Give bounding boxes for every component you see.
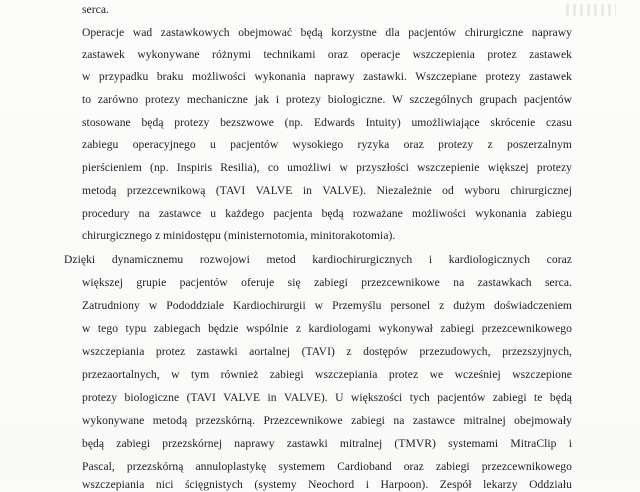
text-line: wszczepiania protez zastawki aortalnej (TAVI) z dostępów przezudowych, przezszyjnych, <box>82 345 572 358</box>
text-line: serca. <box>82 3 110 16</box>
text-line: protezy biologiczne (TAVI VALVE in VALVE). U większości tych pacjentów zabiegi te będą <box>82 391 572 404</box>
text-line: Zatrudniony w Pododdziale Kardiochirurgii w Przemyślu personel z dużym doświadczeniem <box>82 299 572 312</box>
text-line: w przypadku braku możliwości wykonania naprawy zastawki. Wszczepiane protezy zastawek <box>82 70 572 83</box>
text-line: to zarówno protezy mechaniczne jak i protezy biologiczne. W szczególnych grupach pacjentów <box>82 93 572 106</box>
text-line: wszczepiania nici ścięgnistych (systemy Neochord i Harpoon). Zespół lekarzy Oddziału <box>82 478 572 491</box>
text-line: będą zabiegi przezskórnej naprawy zastawki mitralnej (TMVR) systemami MitraClip i <box>82 437 572 450</box>
text-line: Operacje wad zastawkowych obejmować będą korzystne dla pacjentów chirurgiczne naprawy <box>82 26 572 39</box>
text-line: większej grupie pacjentów oferuje się zabiegi przezcewnikowe na zastawkach serca. <box>82 276 572 289</box>
text-line: Pascal, przezskórną annuloplastykę systemem Cardioband oraz zabiegi przezcewnikowego <box>82 460 572 473</box>
text-line: zabiegu operacyjnego u pacjentów wysokiego ryzyka oraz protezy z poszerzalnym <box>82 138 572 151</box>
text-line: w tego typu zabiegach będzie wspólnie z kardiologami wykonywał zabiegi przezcewnikowego <box>82 322 572 335</box>
text-line: zastawek wykonywane różnymi technikami oraz operacje wszczepienia protez zastawek <box>82 48 572 61</box>
text-line: stosowane będą protezy bezszwowe (np. Edwards Intuity) umożliwiające skrócenie czasu <box>82 116 572 129</box>
text-line: Dzięki dynamicznemu rozwojowi metod kardiochirurgicznych i kardiologicznych coraz <box>64 253 572 266</box>
text-line: przezaortalnych, w tym również zabiegi wszczepiania protez we wcześniej wszczepione <box>82 368 572 381</box>
text-line: chirurgicznego z minidostępu (ministernotomia, minitorakotomia). <box>82 229 396 242</box>
text-line: pierścieniem (np. Inspiris Resilia), co umożliwi w przyszłości wszczepienie większej protezy <box>82 161 572 174</box>
text-line: procedury na zastawce u każdego pacjenta będą rozważane możliwości wykonania zabiegu <box>82 207 572 220</box>
text-line: metodą przezcewnikową (TAVI VALVE in VALVE). Niezależnie od wyboru chirurgicznej <box>82 184 572 197</box>
text-line: wykonywane metodą przezskórną. Przezcewnikowe zabiegi na zastawce mitralnej obejmowały <box>82 414 572 427</box>
